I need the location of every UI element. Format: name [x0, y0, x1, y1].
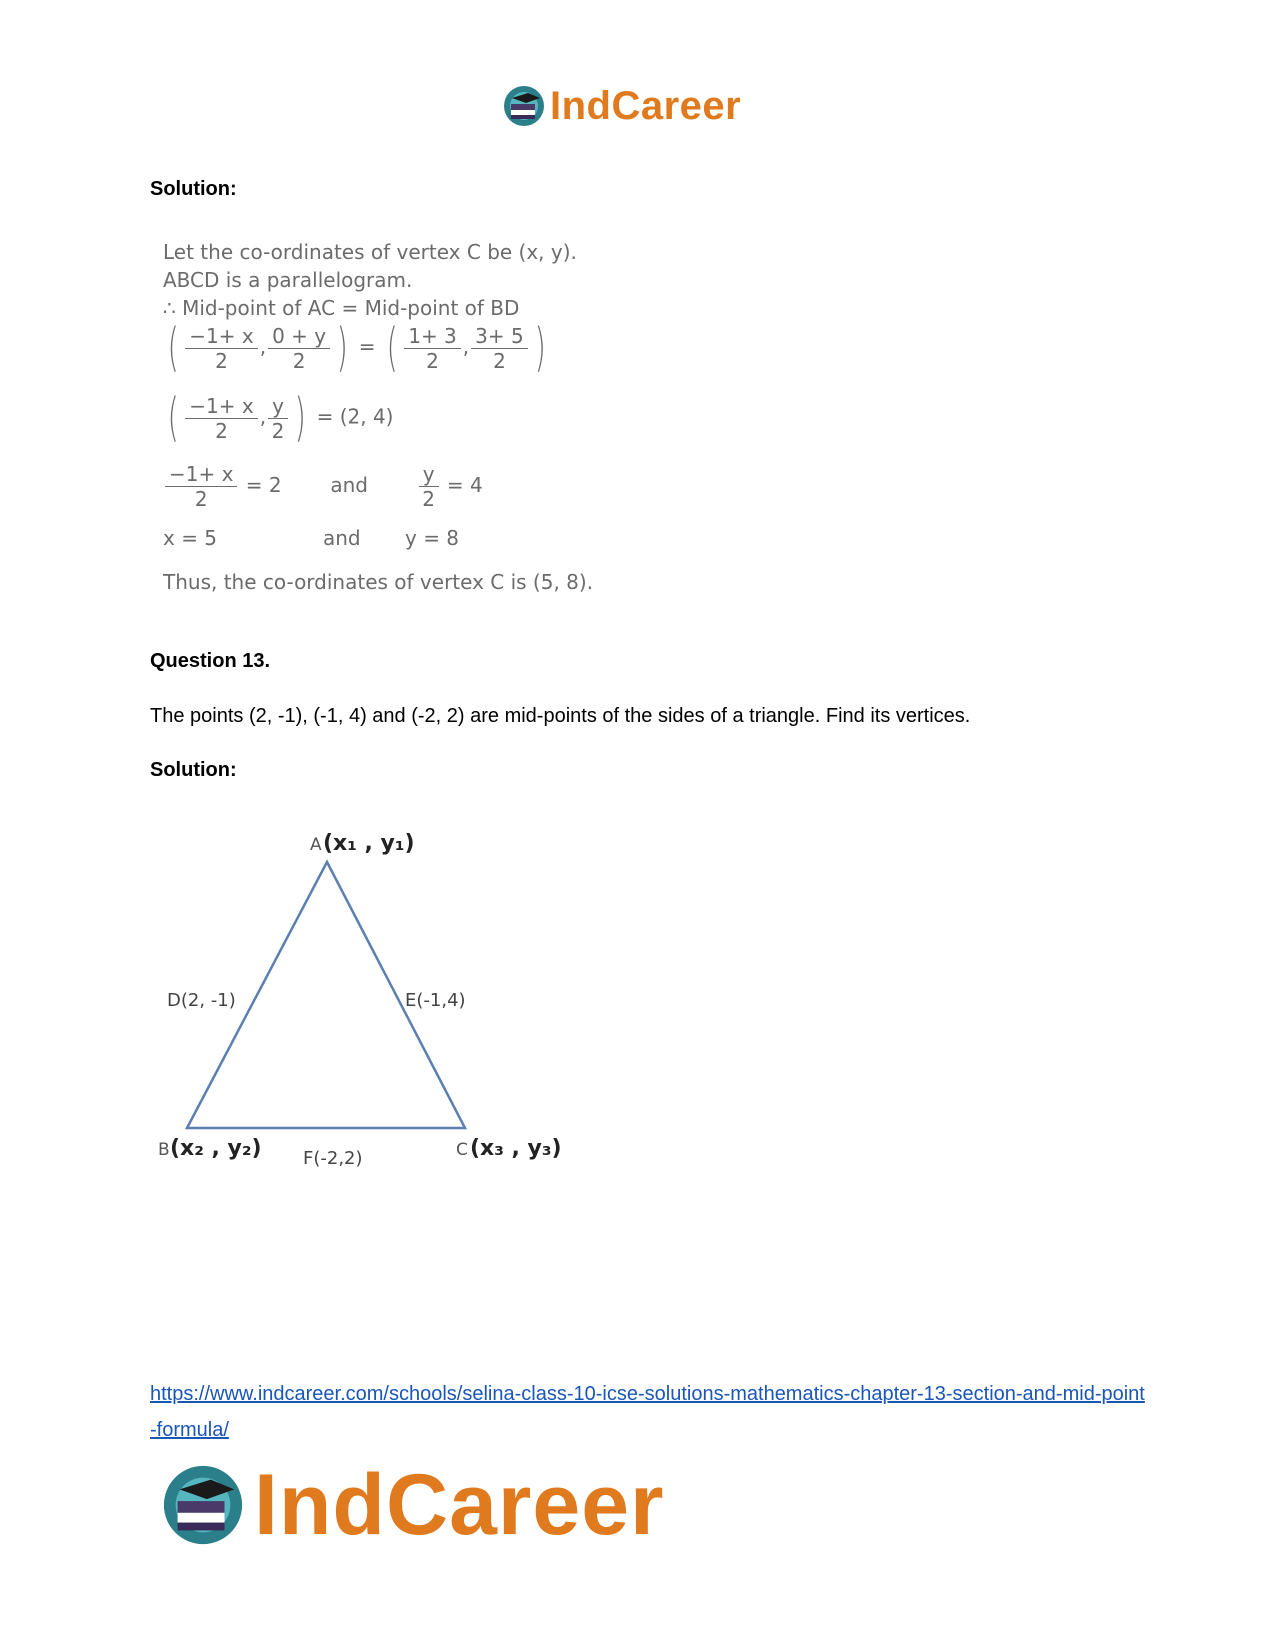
vertex-a-prefix: A — [310, 835, 322, 855]
vertex-c-prefix: C — [456, 1140, 468, 1160]
footer-logo — [160, 1455, 700, 1555]
equation-components: $\frac{-1+ x}{2}$ = 2 and $\frac{y}{2}$ = 4 — [163, 462, 483, 511]
equation-simplified: ( $\frac{-1+ x}{2}$ , $\frac{y}{2}$ ) = (2, 4) — [167, 388, 394, 448]
header-logo — [502, 80, 782, 132]
fraction: $\frac{-1+ x}{2}$ — [165, 462, 237, 511]
math-line: ABCD is a parallelogram. — [163, 268, 413, 292]
math-line: Let the co-ordinates of vertex C be (x, y). — [163, 240, 577, 264]
fraction: $\frac{0 + y}{2}$ — [268, 324, 330, 373]
vertex-c-label: (x₃ , y₃) — [470, 1136, 562, 1161]
equation-midpoints: ( $\frac{-1+ x}{2}$ , $\frac{0 + y}{2}$ ) = ( $\frac{1+ 3}{2}$ , $\frac{3+ 5}{2}$ ) — [167, 318, 546, 378]
fraction: $\frac{1+ 3}{2}$ — [404, 324, 461, 373]
fraction: $\frac{-1+ x}{2}$ — [185, 394, 257, 443]
logo-text: IndCareer — [254, 1456, 665, 1553]
fraction: $\frac{3+ 5}{2}$ — [471, 324, 528, 373]
fraction: $\frac{-1+ x}{2}$ — [185, 324, 257, 373]
midpoint-d-label: D(2, -1) — [167, 990, 236, 1011]
solution-heading: Solution: — [150, 178, 237, 200]
fraction: $\frac{y}{2}$ — [268, 394, 288, 443]
fraction: $\frac{y}{2}$ — [419, 462, 439, 511]
logo-emblem-icon — [502, 84, 546, 128]
midpoint-e-label: E(-1,4) — [405, 990, 466, 1011]
vertex-a-label: (x₁ , y₁) — [323, 831, 415, 856]
equation-result: x = 5 and y = 8 — [163, 526, 460, 550]
logo-emblem-icon — [160, 1462, 246, 1548]
question-text: The points (2, -1), (-1, 4) and (-2, 2) are mid-points of the sides of a triangle. Find its vertices. — [150, 705, 971, 727]
question-heading: Question 13. — [150, 650, 271, 672]
solution-heading: Solution: — [150, 759, 237, 781]
vertex-b-prefix: B — [158, 1140, 170, 1160]
midpoint-f-label: F(-2,2) — [303, 1148, 363, 1169]
math-line: ∴ Mid-point of AC = Mid-point of BD — [163, 296, 520, 320]
source-link[interactable]: https://www.indcareer.com/schools/selina-class-10-icse-solutions-mathematics-chapter-13-section-and-mid-point-formula/ — [150, 1383, 1145, 1441]
triangle-diagram — [150, 815, 590, 1185]
logo-text: IndCareer — [550, 83, 742, 128]
math-conclusion: Thus, the co-ordinates of vertex C is (5, 8). — [163, 570, 594, 594]
vertex-b-label: (x₂ , y₂) — [170, 1136, 262, 1161]
math-solution-block — [163, 238, 643, 608]
